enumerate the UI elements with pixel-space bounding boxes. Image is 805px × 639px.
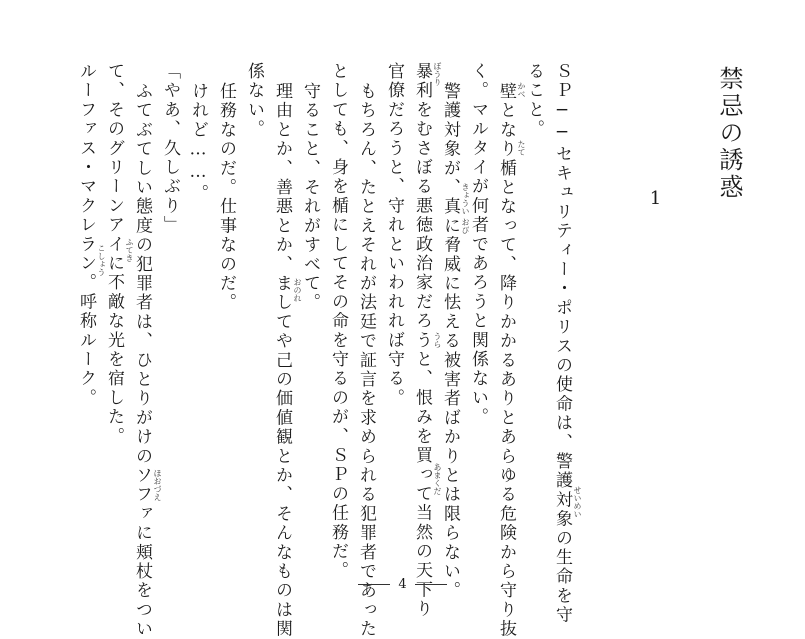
ruby-ura: うら [433,332,442,348]
text-line-1: ＳＰ──セキュリティー・ポリスの使命は、警護対象の生命を守 [552,62,572,625]
ruby-kyoui: きょうい [461,183,470,215]
text-line-3: 壁となり楯となって、降りかかるありとあらゆる危険から守り抜 [496,82,516,639]
page-footer [0,578,805,591]
text-line-6: 暴利をむさぼる悪徳政治家だろうと、恨みを買って当然の天下り [412,62,432,619]
text-line-13: 任務なのだ。仕事なのだ。 [216,82,236,313]
text-line-5: 警護対象が、真に脅威に怯える被害者ばかりとは限らない。 [440,82,460,601]
ruby-futeki: ふてき [125,238,134,262]
ruby-tate: たて [517,140,526,156]
ruby-bouri: ぼうり [433,62,442,86]
text-line-2: ること。 [524,62,544,139]
ruby-kabe: かべ [517,82,526,98]
text-line-11: 理由とか、善悪とか、ましてや己の価値観とか、そんなものは関 [272,82,292,639]
text-line-4: く。マルタイが何者であろうと関係ない。 [468,62,488,427]
text-line-16: ふてぶてしい態度の犯罪者は、ひとりがけのソファに頬杖をつい [132,82,152,639]
text-line-15: 「やあ、久しぶり」 [160,62,180,235]
ruby-onore: おのれ [293,278,302,302]
text-line-18: ルーファス・マクレラン。呼称ルーク。 [76,62,96,408]
footer-rule-left [358,584,390,585]
text-line-17: て、そのグリーンアイに不敵な光を宿した。 [104,62,124,446]
ruby-amakuda: あまくだ [433,463,442,495]
text-line-9: としても、身を楯にしてその命を守るのが、ＳＰの任務だ。 [328,62,348,581]
page-number: 4 [398,577,407,592]
ruby-koshou: こしょう [97,244,106,276]
footer-rule-right [415,584,447,585]
text-line-14: けれど……。 [188,82,208,204]
text-line-8: もちろん、たとえそれが法廷で証言を求められる犯罪者であった [356,82,376,639]
ruby-seimei: せいめい [573,486,582,518]
chapter-number: 1 [645,188,666,209]
ruby-obi: おび [461,218,470,234]
ruby-hoodue: ほおづえ [153,469,162,501]
page-title: 禁忌の誘惑 [715,66,743,201]
text-line-7: 官僚だろうと、守れといわれれば守る。 [384,62,404,408]
text-line-12: 係ない。 [244,62,264,139]
text-line-10: 守ること、それがすべて。 [300,82,320,313]
